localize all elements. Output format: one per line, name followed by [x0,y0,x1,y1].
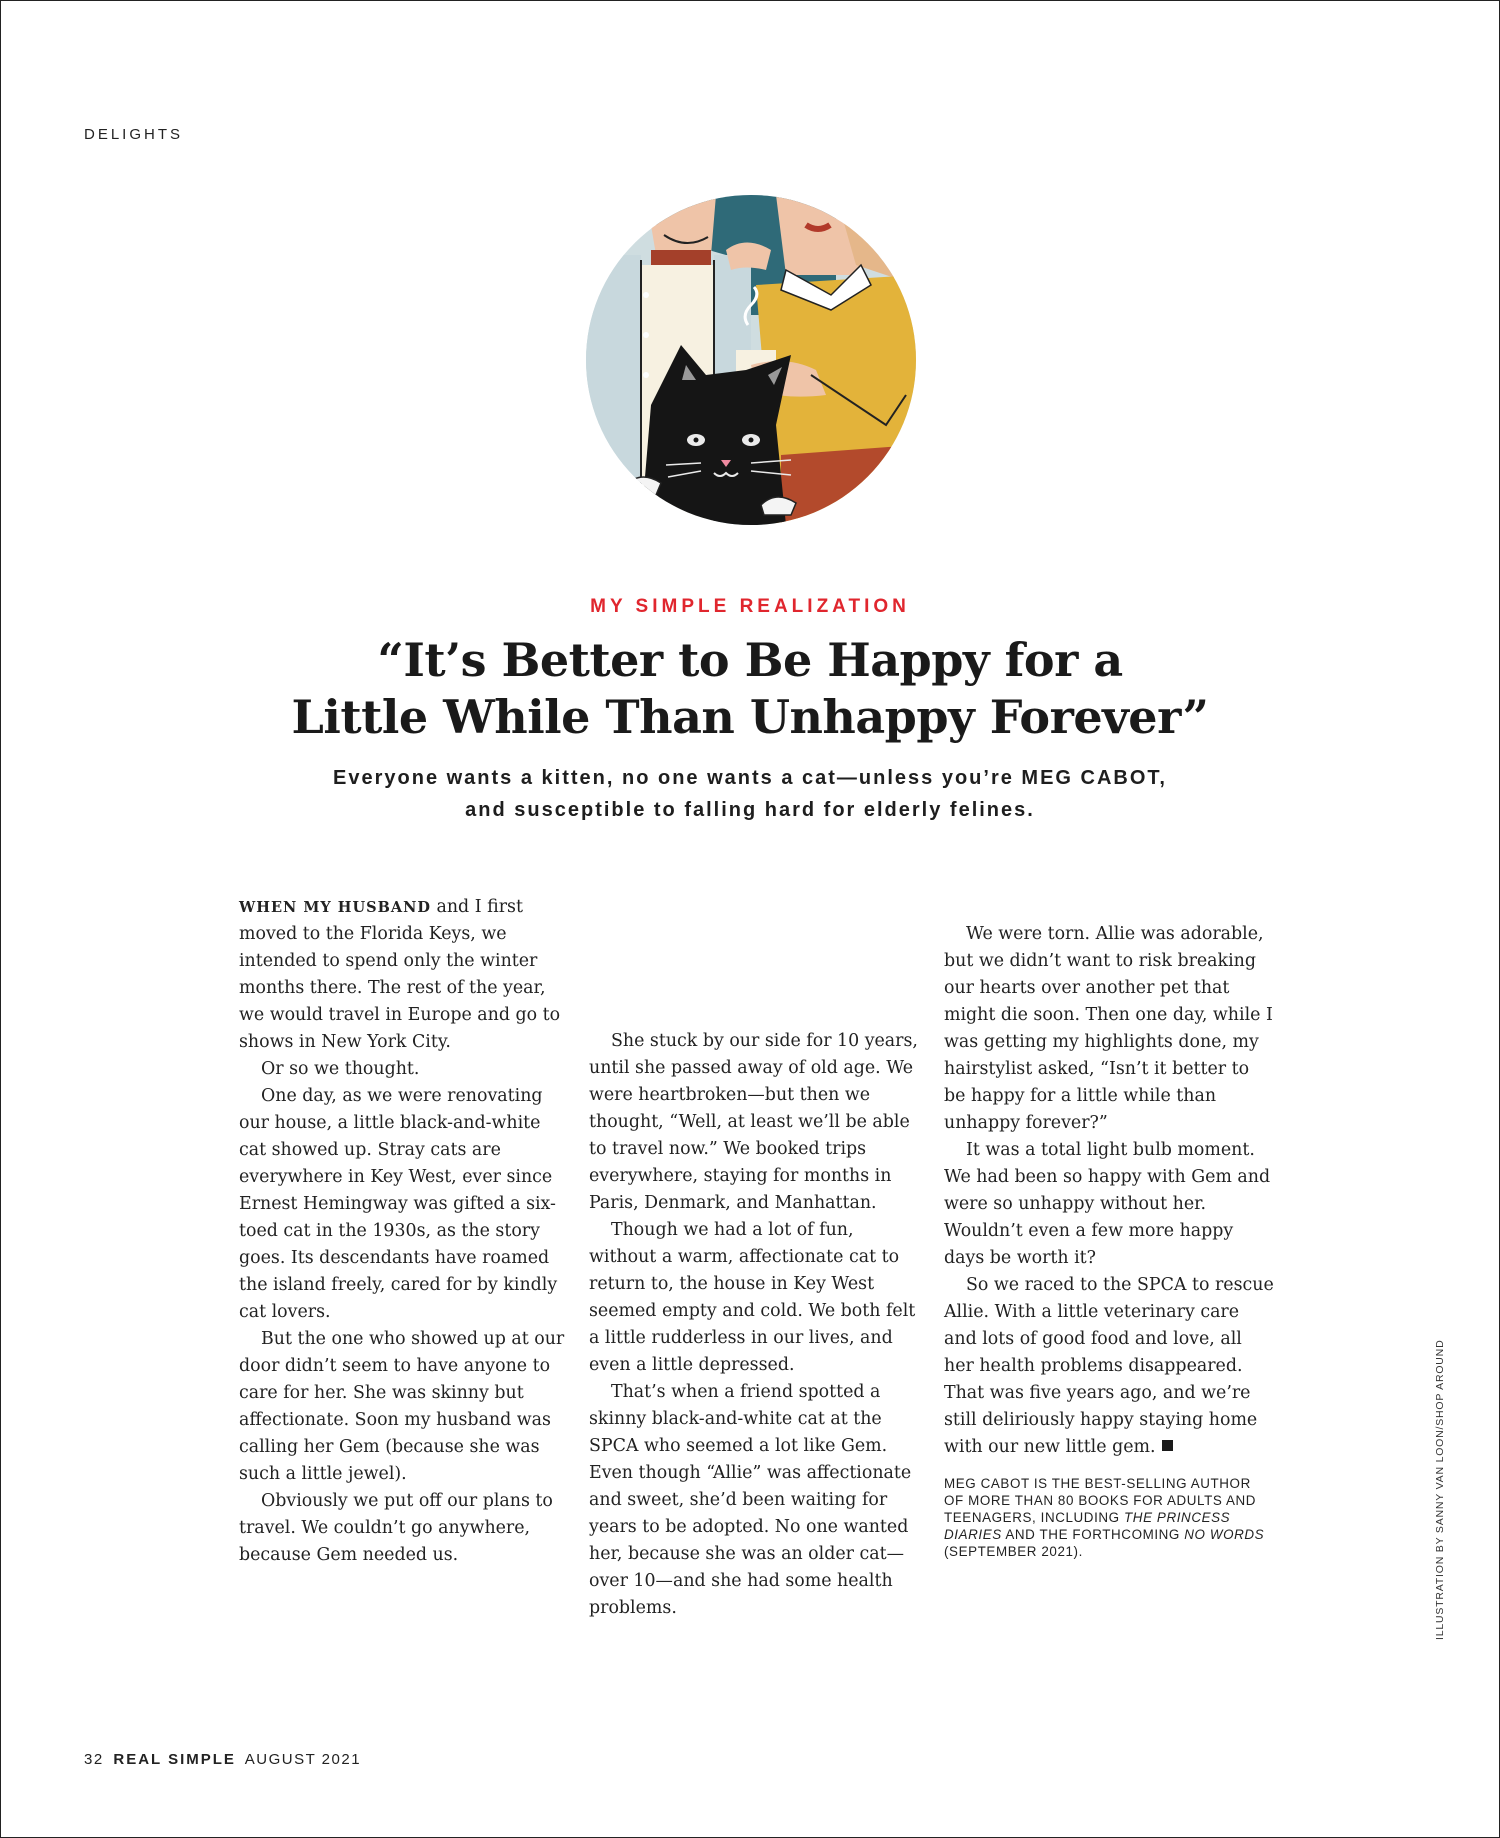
paragraph [239,894,569,1056]
dek-before: Everyone wants a kitten, no one wants a cat—unless you’re [333,767,1014,789]
dek-author: MEG CABOT, [1021,767,1167,789]
bio-text: MEG CABOT IS THE BEST-SELLING AUTHOR OF MORE THAN 80 BOOKS FOR ADULTS AND TEENAGERS, INCLUDING [944,1476,1257,1525]
paragraph-text: So we raced to the SPCA to rescue Allie. With a little veterinary care and lots of good food and love, all her health problems disappeared. That was five years ago, and we’re still deliriously happy staying home with our new little gem. [944,1275,1274,1457]
issue-date: AUGUST 2021 [244,1751,362,1768]
paragraph: Obviously we put off our plans to travel. We couldn’t go anywhere, because Gem needed us. [239,1491,553,1565]
dek [230,762,1270,826]
dek-after: and susceptible to falling hard for elderly felines. [465,799,1035,821]
kicker: MY SIMPLE REALIZATION [590,596,910,617]
paragraph: Or so we thought. [261,1059,420,1079]
paragraph: But the one who showed up at our door didn’t seem to have anyone to care for her. She was skinny but affectionate. Soon my husband was calling her Gem (because she was such a little jewel). [239,1329,565,1484]
paragraph-text: and I first moved to the Florida Keys, we intended to spend only the winter months there. The rest of the year, we would travel in Europe and go to shows in New York City. [239,897,561,1052]
lead-in: WHEN MY HUSBAND [239,899,431,916]
section-label: DELIGHTS [84,126,184,143]
paragraph: Though we had a lot of fun, without a warm, affectionate cat to return to, the house in Key West seemed empty and cold. We both felt a little rudderless in our lives, and even a little depressed. [589,1220,916,1375]
paragraph: One day, as we were renovating our house, a little black-and-white cat showed up. Stray cats are everywhere in Key West, ever since Ernest Hemingway was gifted a six-toed cat in the 1930s, as the story goes. Its descendants have roamed the island freely, cared for by kindly cat lovers. [239,1086,558,1322]
end-mark-icon [1162,1440,1173,1451]
article-column-3 [944,921,1274,1560]
article-column-2 [589,1028,919,1622]
paragraph: We were torn. Allie was adorable, but we didn’t want to risk breaking our hearts over another pet that might die soon. Then one day, while I was getting my highlights done, my hairstylist asked, “Isn’t it better to be happy for a little while than unhappy forever?” [944,924,1273,1133]
paragraph: She stuck by our side for 10 years, until she passed away of old age. We were heartbroken—but then we thought, “Well, at least we’ll be able to travel now.” We booked trips everywhere, staying for months in Paris, Denmark, and Manhattan. [589,1031,918,1213]
bio-text: AND THE FORTHCOMING [1005,1527,1180,1542]
headline-line-1: “It’s Better to Be Happy for a [377,633,1123,687]
folio [84,1751,361,1768]
bio-text: (SEPTEMBER 2021). [944,1544,1083,1559]
author-bio [944,1475,1274,1560]
illustration-credit: ILLUSTRATION BY SANNY VAN LOON/SHOP AROUND [1434,1339,1446,1640]
bio-book-title: THE PRINCESS DIARIES [944,1510,1231,1542]
headline-line-2: Little While Than Unhappy Forever” [291,690,1209,744]
headline [200,632,1300,746]
paragraph: That’s when a friend spotted a skinny black-and-white cat at the SPCA who seemed a lot like Gem. Even though “Allie” was affectionate and sweet, she’d been waiting for years to be adopted. No one wanted her, because she was an older cat—over 10—and she had some health problems. [589,1382,912,1618]
magazine-name: REAL SIMPLE [113,1751,236,1768]
page-number: 32 [84,1751,104,1768]
cat-and-couple-illustration [586,195,916,525]
paragraph: It was a total light bulb moment. We had been so happy with Gem and were so unhappy without her. Wouldn’t even a few more happy days be worth it? [944,1140,1271,1268]
paragraph [944,1272,1274,1461]
bio-book-title: NO WORDS [1184,1527,1265,1542]
article-column-1 [239,894,569,1569]
